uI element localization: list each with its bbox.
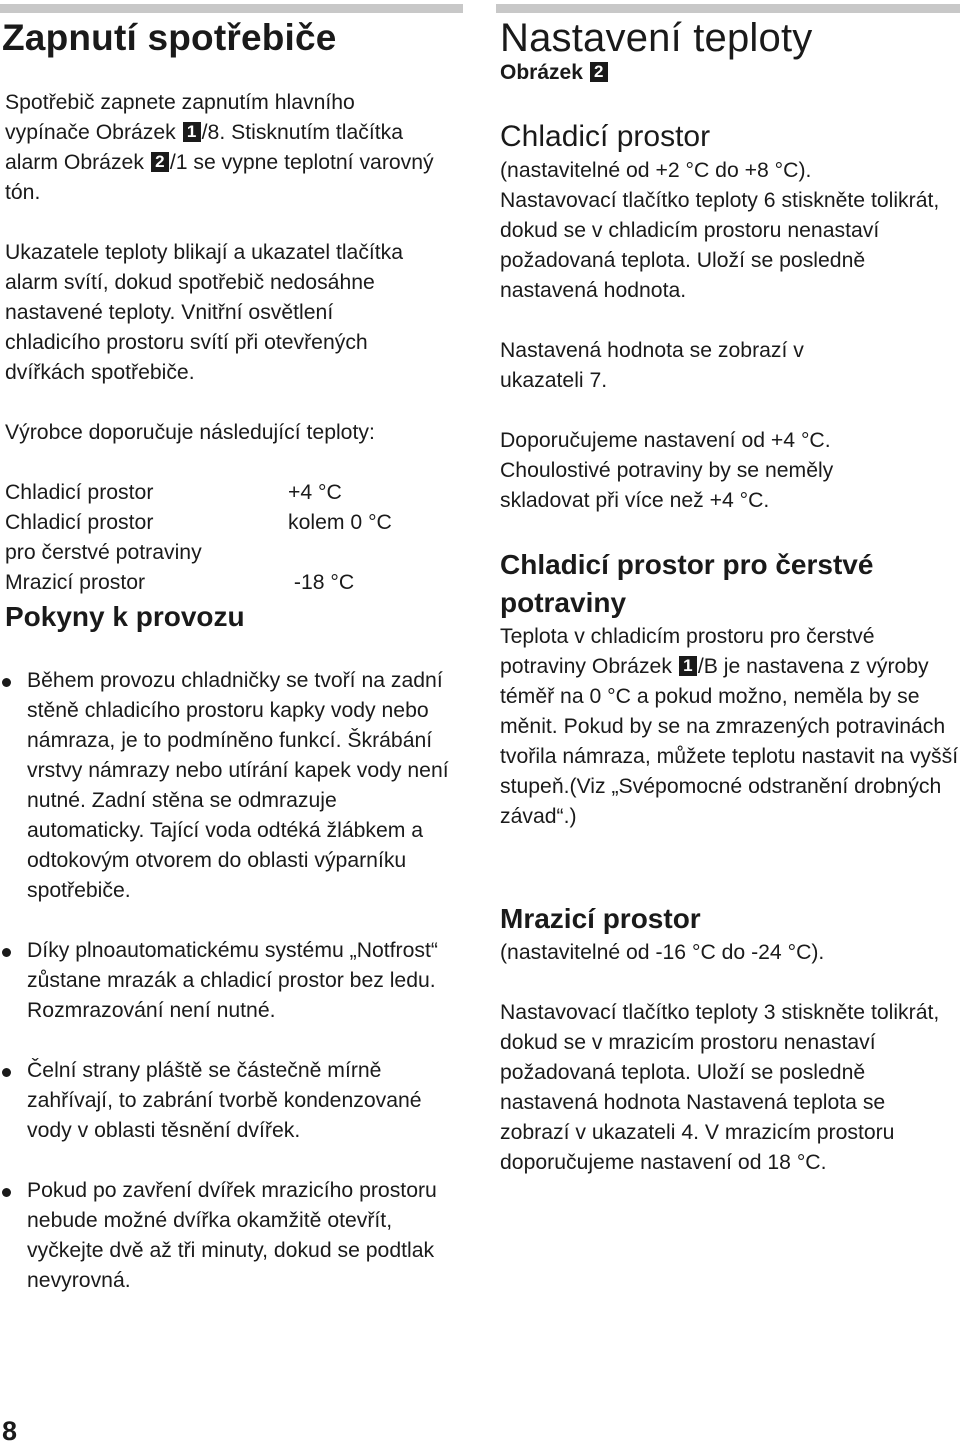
list-item — [0, 1056, 432, 1146]
recommend-title: Výrobce doporučuje následující teploty: — [5, 421, 375, 444]
page-number: 8 — [2, 1416, 18, 1446]
heading-operating-instructions: Pokyny k provozu — [5, 601, 245, 632]
table-row — [5, 478, 392, 508]
temp-value: kolem 0 °C — [288, 511, 392, 534]
bullet-icon — [2, 1068, 11, 1077]
intro-text-b: /8. Stisknutím tlačítka alarm Obrázek — [5, 121, 404, 174]
bullet-icon — [2, 948, 11, 957]
list-item — [0, 666, 458, 906]
bullet-icon — [2, 1188, 11, 1197]
figure-caption-text: Obrázek — [500, 61, 589, 84]
heading-fresh-food: Chladicí prostor pro čerstvé potraviny — [500, 549, 874, 618]
intro-paragraph-1 — [5, 88, 435, 208]
table-row — [5, 508, 392, 538]
bullet-text: Díky plnoautomatickému systému „Notfrost“ zůstane mrazák a chladicí prostor bez ledu. Rozmrazování není nutné. — [27, 939, 438, 1022]
temp-label: Mrazicí prostor — [5, 571, 146, 594]
fridge-recommend: Doporučujeme nastavení od +4 °C. Choulostivé potraviny by se neměly skladovat při více než +4 °C. — [500, 429, 834, 512]
fridge-text: Nastavovací tlačítko teploty 6 stiskněte tolikrát, dokud se v chladicím prostoru nenastaví požadovaná teplota. Uloží se posledně nastavená hodnota. — [500, 189, 940, 302]
left-column-rule — [0, 4, 463, 13]
operating-bullets — [0, 666, 458, 1296]
bullet-icon — [2, 678, 11, 687]
temp-value: +4 °C — [288, 481, 342, 504]
figure-number-badge: 1 — [679, 656, 697, 676]
freezer-range: (nastavitelné od -16 °C do -24 °C). — [500, 941, 825, 964]
bullet-text: Čelní strany pláště se částečně mírně zahřívají, to zabrání tvorbě kondenzované vody v oblasti těsnění dvířek. — [27, 1059, 422, 1142]
intro-text-a: Spotřebič zapnete zapnutím hlavního vypínače Obrázek — [5, 91, 355, 144]
heading-temperature-setting: Nastavení teploty — [500, 16, 813, 60]
freezer-text: Nastavovací tlačítko teploty 3 stiskněte tolikrát, dokud se v mrazicím prostoru nenastaví požadovaná teplota. Uloží se posledně nastavená hodnota Nastavená teplota se zobrazí v ukazateli 4. V mrazicím prostoru doporučujeme nastavení od 18 °C. — [500, 1001, 940, 1174]
temp-label: pro čerstvé potraviny — [5, 541, 202, 564]
fresh-text-a: Teplota v chladicím prostoru pro čerstvé potraviny Obrázek — [500, 625, 875, 678]
figure-number-badge: 1 — [183, 122, 201, 142]
fresh-text-b: /B je nastavena z výroby téměř na 0 °C a pokud možno, neměla by se měnit. Pokud by se na zmrazených potravinách tvořila námraza, můžete teplotu nastavit na vyšší stupeň.(Viz „Svépomocné odstranění drobných závad“.) — [500, 655, 959, 828]
table-row — [5, 568, 392, 598]
intro-text-c: /1 se vypne teplotní varovný tón. — [5, 151, 434, 204]
table-row — [5, 538, 392, 568]
temp-value — [288, 538, 392, 568]
temp-label: Chladicí prostor — [5, 511, 154, 534]
heading-fridge: Chladicí prostor — [500, 120, 711, 153]
bullet-text: Během provozu chladničky se tvoří na zadní stěně chladicího prostoru kapky vody nebo námraza, je to podmíněno funkcí. Škrábání vrstvy námrazy nebo utírání kapek vody není nutné. Zadní stěna se odmrazuje automaticky. Tající voda odtéká žlábkem a odtokovým otvorem do oblasti výparníku spotřebiče. — [27, 669, 449, 902]
figure-number-badge: 2 — [590, 62, 608, 82]
heading-freezer: Mrazicí prostor — [500, 903, 701, 934]
bullet-text: Pokud po zavření dvířek mrazicího prostoru nebude možné dvířka okamžitě otevřít, vyčkejte dvě až tři minuty, dokud se podtlak nevyrovná. — [27, 1179, 437, 1292]
right-column-rule — [496, 4, 960, 13]
recommended-temperatures-table — [5, 478, 392, 598]
fridge-range: (nastavitelné od +2 °C do +8 °C). — [500, 159, 812, 182]
figure-number-badge: 2 — [151, 152, 169, 172]
list-item — [0, 1176, 437, 1296]
temp-value: -18 °C — [288, 571, 355, 594]
fresh-text — [500, 622, 960, 832]
temp-label: Chladicí prostor — [5, 481, 154, 504]
list-item — [0, 936, 458, 1026]
fridge-display: Nastavená hodnota se zobrazí v ukazateli 7. — [500, 339, 804, 392]
figure-caption — [500, 60, 609, 86]
intro-paragraph-2: Ukazatele teploty blikají a ukazatel tlačítka alarm svítí, dokud spotřebič nedosáhne nastavené teploty. Vnitřní osvětlení chladicího prostoru svítí při otevřených dvířkách spotřebiče. — [5, 241, 404, 384]
heading-switch-on: Zapnutí spotřebiče — [2, 17, 337, 58]
